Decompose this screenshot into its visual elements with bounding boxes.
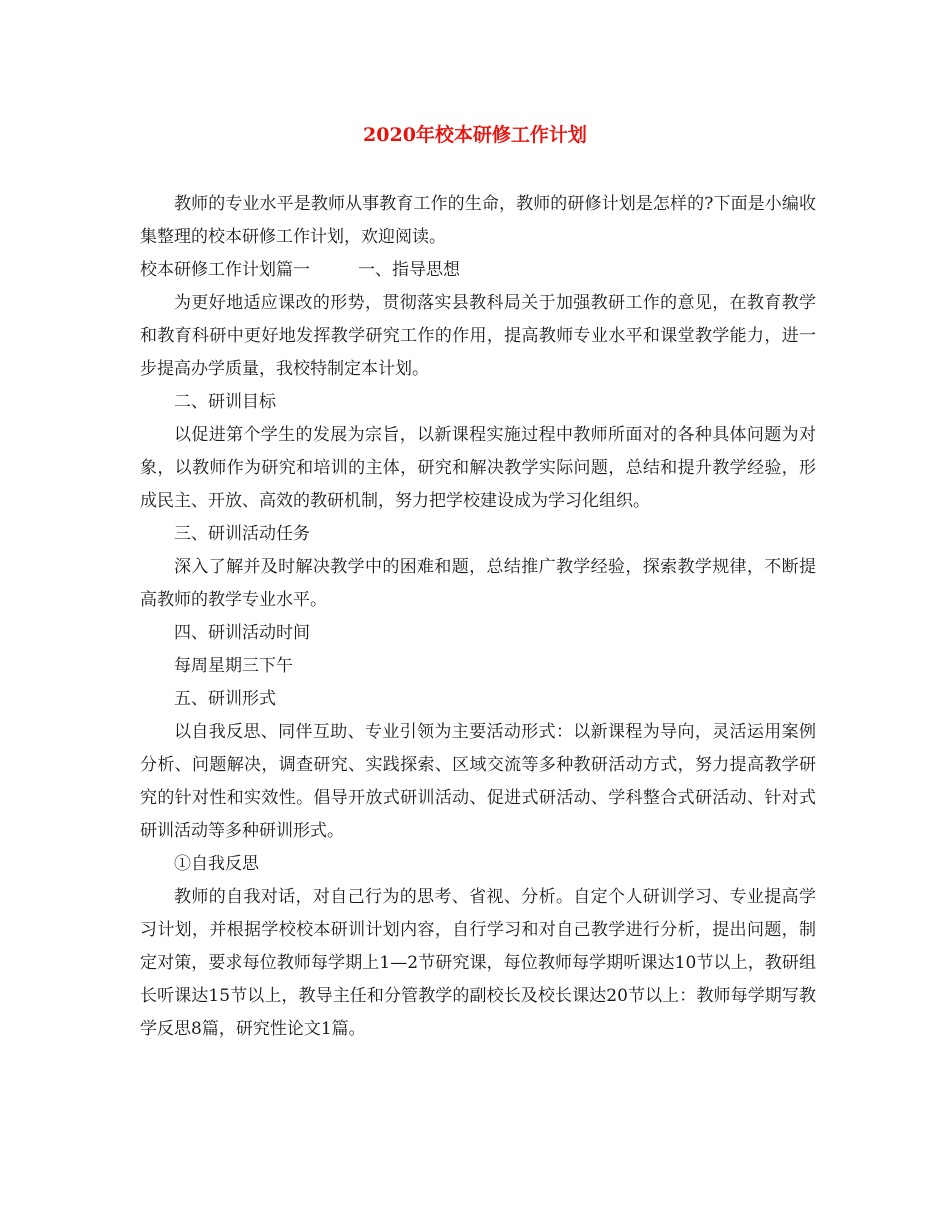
paragraph-self-reflection: 教师的自我对话，对自己行为的思考、省视、分析。自定个人研训学习、专业提高学习计划，并根据学校校本研训计划内容，自行学习和对自己教学进行分析，提出问题，制定对策，要求每位教师每学期上1—2节研究课，每位教师每学期听课达10节以上，教研组长听课达15节以上，教导主任和分管教学的副校长及校长课达20节以上：教师每学期写教学反思8篇，研究性论文1篇。 (140, 887, 816, 1039)
heading-activity-tasks: 三、研训活动任务 (174, 524, 310, 544)
paragraph-activity-tasks: 深入了解并及时解决教学中的困难和题，总结推广教学经验，探索教学规律，不断提高教师的教学专业水平。 (140, 557, 816, 610)
section-line (140, 254, 816, 287)
document-title: 2020年校本研修工作计划 (363, 124, 587, 146)
heading-training-goals: 二、研训目标 (174, 392, 276, 412)
paragraph-activity-time: 每周星期三下午 (174, 656, 293, 676)
heading-guiding-ideology: 一、指导思想 (358, 260, 460, 280)
paragraph-guiding-ideology: 为更好地适应课改的形势，贯彻落实县教科局关于加强教研工作的意见，在教育教学和教育科研中更好地发挥教学研究工作的作用，提高教师专业水平和课堂教学能力，进一步提高办学质量，我校特制定本计划。 (140, 293, 816, 379)
intro-paragraph: 教师的专业水平是教师从事教育工作的生命，教师的研修计划是怎样的?下面是小编收集整理的校本研修工作计划，欢迎阅读。 (140, 194, 816, 247)
paragraph-training-goals: 以促进第个学生的发展为宗旨，以新课程实施过程中教师所面对的各种具体问题为对象，以教师作为研究和培训的主体，研究和解决教学实际问题，总结和提升教学经验，形成民主、开放、高效的教研机制，努力把学校建设成为学习化组织。 (140, 425, 816, 511)
heading-activity-time: 四、研训活动时间 (174, 623, 310, 643)
section-label: 校本研修工作计划篇一 (140, 260, 310, 280)
document-body (140, 188, 816, 1046)
heading-self-reflection: ①自我反思 (174, 854, 259, 874)
heading-training-forms: 五、研训形式 (174, 689, 276, 709)
paragraph-training-forms: 以自我反思、同伴互助、专业引领为主要活动形式：以新课程为导向，灵活运用案例分析、问题解决，调查研究、实践探索、区域交流等多种教研活动方式，努力提高教学研究的针对性和实效性。倡导开放式研训活动、促进式研活动、学科整合式研活动、针对式研训活动等多种研训形式。 (140, 722, 816, 841)
